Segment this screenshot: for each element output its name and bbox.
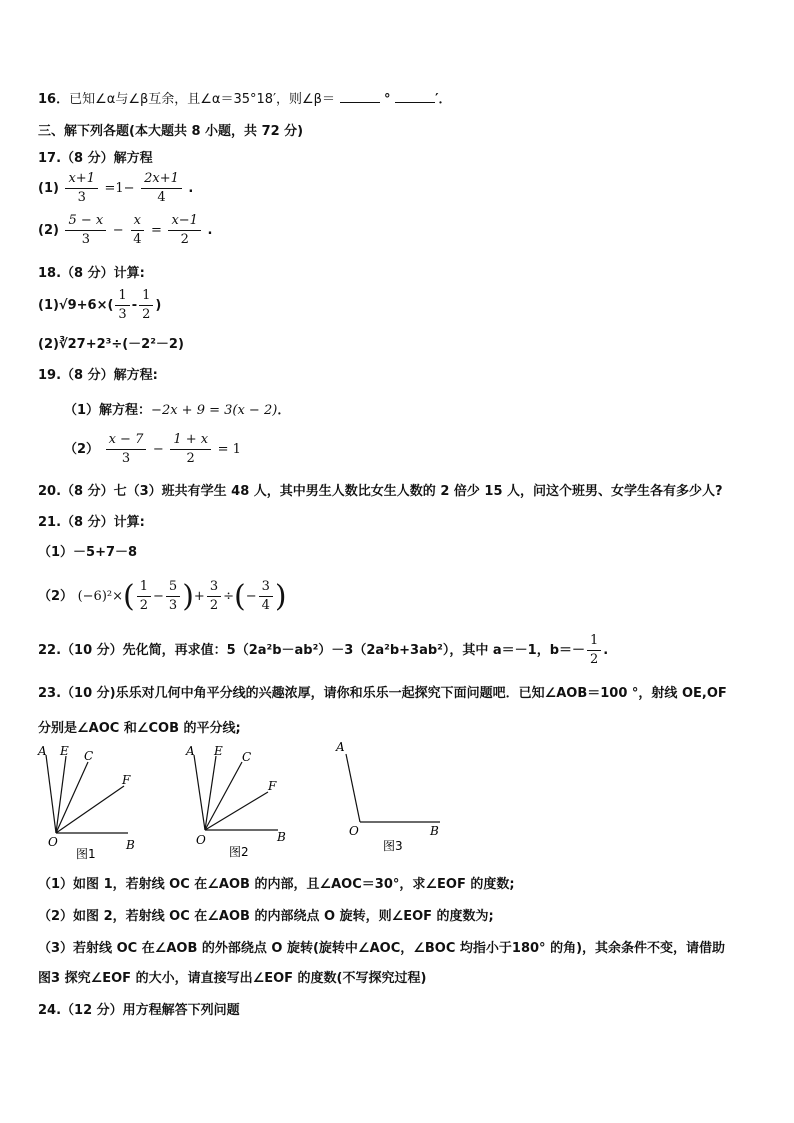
fraction: $\frac{1 + x}{2}$: [170, 431, 211, 468]
fraction: $\frac{5 - x}{3}$: [65, 212, 106, 249]
part-label: （2）: [38, 589, 74, 604]
q16-number: 16．: [38, 92, 70, 107]
operator: −: [245, 589, 257, 604]
q23-sub2: （2）如图 2，若射线 OC 在∠AOB 的内部绕点 O 旋转，则∠EOF 的度数为;: [38, 909, 494, 924]
q23-text-b: 分别是∠AOC 和∠COB 的平分线;: [38, 721, 241, 736]
q16-end: ′．: [435, 92, 452, 107]
fraction: $\frac{x-1}{2}$: [168, 212, 201, 249]
operator: −: [152, 442, 164, 457]
fraction: $\frac{x+1}{3}$: [65, 170, 98, 207]
q18-part1: [38, 287, 161, 324]
part-label: (2): [38, 223, 59, 238]
svg-text:F: F: [122, 773, 131, 787]
equation: −2x + 9 = 3(x − 2): [151, 403, 278, 418]
fraction: $\frac{1}{2}$: [137, 578, 151, 615]
operator: =: [151, 223, 162, 238]
svg-text:A: A: [336, 740, 345, 754]
svg-text:O: O: [349, 824, 359, 838]
fraction: $\frac{1}{2}$: [139, 287, 153, 324]
fraction: $\frac{5}{3}$: [166, 578, 180, 615]
figure-3-labels: [335, 740, 439, 853]
answer-blank: [395, 90, 435, 103]
paren-left: (: [234, 579, 246, 614]
q17-part1: [38, 170, 193, 207]
svg-text:O: O: [196, 833, 206, 847]
fraction: $\frac{x}{4}$: [130, 212, 144, 249]
q18-part2: (2)∛27+2³÷(－2²－2): [38, 337, 184, 352]
operator: ÷: [223, 589, 234, 604]
q21-title: 21.（8 分）计算:: [38, 515, 145, 530]
q23-sub3-b: 图3 探究∠EOF 的大小，请直接写出∠EOF 的度数(不写探究过程): [38, 971, 427, 986]
paren-left: (: [123, 579, 135, 614]
q21-part2: [38, 578, 287, 615]
svg-text:A: A: [38, 744, 47, 758]
svg-text:图2: 图2: [229, 845, 249, 859]
svg-text:E: E: [60, 744, 69, 758]
question-22: [38, 632, 608, 669]
fraction: $\frac{1}{2}$: [587, 632, 601, 669]
q23-text-a: 23.（10 分)乐乐对几何中角平分线的兴趣浓厚，请你和乐乐一起探究下面问题吧．已知∠AOB＝100 °，射线 OE,OF: [38, 686, 727, 701]
fraction: $\frac{3}{2}$: [207, 578, 221, 615]
svg-text:C: C: [242, 750, 252, 764]
q17-title: 17.（8 分）解方程: [38, 151, 153, 166]
operator: =1−: [104, 181, 135, 196]
svg-text:O: O: [48, 835, 58, 849]
figure-2: [194, 755, 278, 830]
q16-degree: °: [384, 92, 391, 107]
svg-text:B: B: [430, 824, 439, 838]
q22-text: 22.（10 分）先化简，再求值：5（2a²b－ab²）－3（2a²b+3ab²），其中 a＝－1，b＝－: [38, 643, 586, 658]
svg-text:B: B: [126, 838, 135, 852]
fraction: $\frac{2x+1}{4}$: [141, 170, 182, 207]
svg-text:C: C: [84, 749, 94, 763]
question-20: 20.（8 分）七（3）班共有学生 48 人，其中男生人数比女生人数的 2 倍少 15 人，问这个班男、女学生各有多少人?: [38, 484, 723, 499]
paren-right: ): [274, 579, 287, 614]
expression: (1)√9+6×(: [38, 298, 114, 313]
svg-text:图1: 图1: [76, 847, 96, 861]
svg-text:图3: 图3: [383, 839, 403, 853]
paren-right: ): [182, 579, 194, 614]
section-heading: 三、解下列各题(本大题共 8 小题，共 72 分): [38, 124, 304, 139]
q19-part2: [38, 431, 241, 468]
operator: −: [153, 589, 164, 604]
q23-figures: [30, 738, 470, 866]
q23-sub1: （1）如图 1，若射线 OC 在∠AOB 的内部，且∠AOC＝30°，求∠EOF 的度数;: [38, 877, 515, 892]
q19-title: 19.（8 分）解方程:: [38, 368, 158, 383]
q16-text: 已知∠α与∠β互余，且∠α＝35°18′，则∠β＝: [69, 92, 335, 107]
question-16: [38, 88, 452, 107]
svg-text:F: F: [268, 779, 277, 793]
svg-text:A: A: [186, 744, 195, 758]
question-24: 24.（12 分）用方程解答下列问题: [38, 1003, 240, 1018]
svg-text:E: E: [214, 744, 223, 758]
figure-2-labels: [185, 744, 286, 859]
figure-3: [346, 754, 440, 822]
period: ．: [277, 403, 291, 418]
paren: ): [155, 298, 162, 313]
equation-end: = 1: [217, 442, 241, 457]
period: .: [188, 181, 194, 196]
answer-blank: [340, 90, 380, 103]
operator: −: [112, 223, 124, 238]
part-label: （2）: [64, 442, 100, 457]
q21-part1: （1）－5+7－8: [38, 545, 138, 560]
expression: (−6)²×: [77, 589, 123, 604]
fraction: $\frac{x - 7}{3}$: [106, 431, 147, 468]
period: .: [603, 643, 609, 658]
fraction: $\frac{3}{4}$: [259, 578, 273, 615]
svg-text:B: B: [277, 830, 286, 844]
figure-1: [46, 755, 128, 833]
part-label: (1): [38, 181, 59, 196]
operator: +: [193, 589, 205, 604]
part-label: （1）解方程：: [64, 403, 152, 418]
q19-part1: [38, 399, 290, 418]
fraction: $\frac{1}{3}$: [115, 287, 129, 324]
q18-title: 18.（8 分）计算:: [38, 266, 145, 281]
q23-sub3-a: （3）若射线 OC 在∠AOB 的外部绕点 O 旋转(旋转中∠AOC，∠BOC 均指小于180° 的角)，其余条件不变，请借助: [38, 941, 726, 956]
operator: -: [131, 298, 138, 313]
q17-part2: [38, 212, 212, 249]
period: .: [207, 223, 213, 238]
